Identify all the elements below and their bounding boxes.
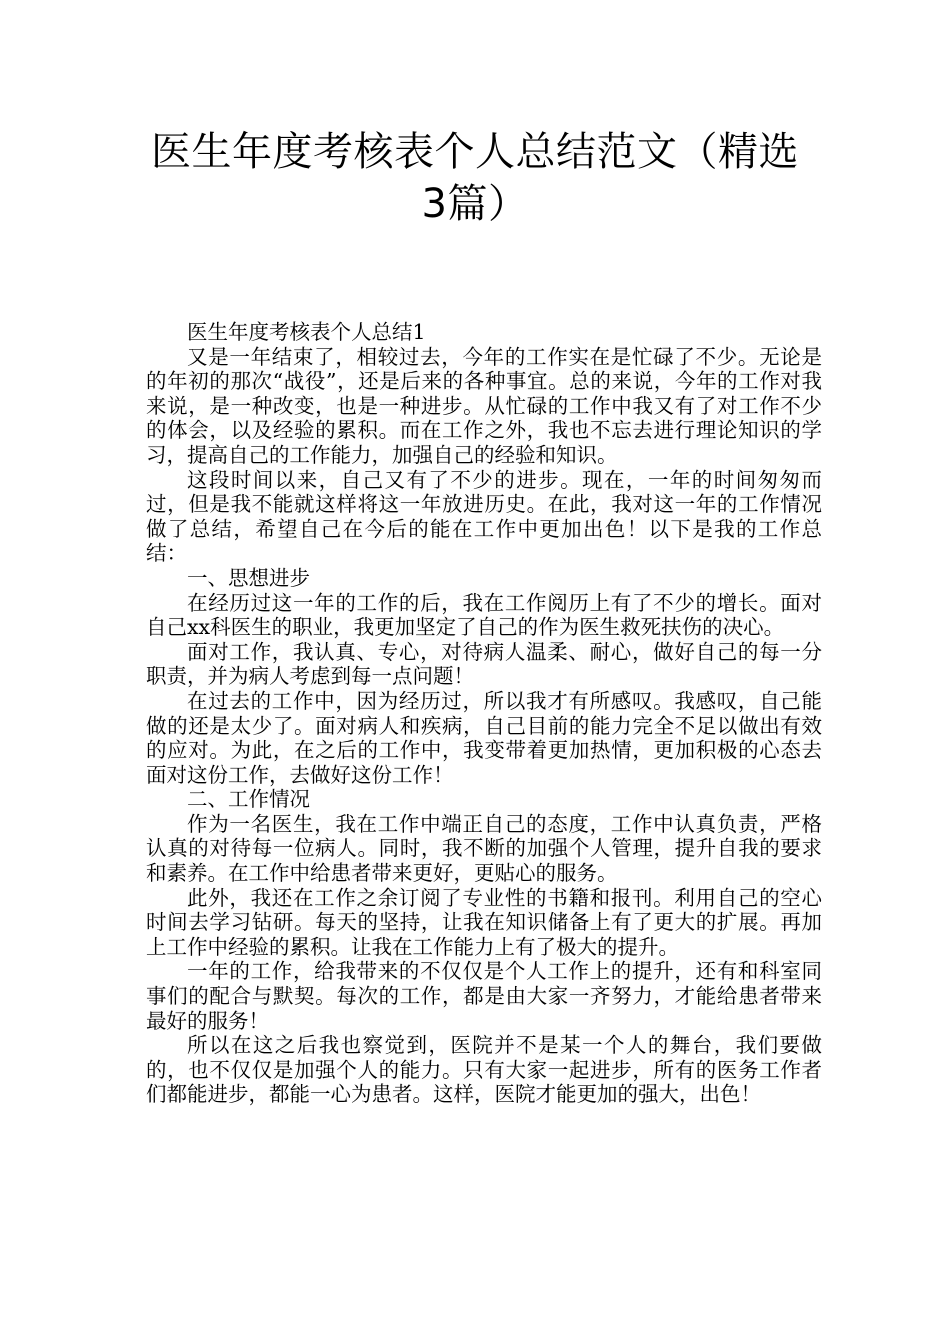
paragraph: 所以在这之后我也察觉到，医院并不是某一个人的舞台，我们要做的，也不仅仅是加强个人的能力。只有大家一起进步，所有的医务工作者们都能进步，都能一心为患者。这样，医院才能更加的强大，出色！ (146, 1033, 822, 1107)
paragraph: 在经历过这一年的工作的后，我在工作阅历上有了不少的增长。面对自己xx科医生的职业，我更加坚定了自己的作为医生救死扶伤的决心。 (146, 590, 822, 640)
subsection-heading: 一、思想进步 (187, 565, 310, 590)
document-body (146, 320, 822, 1107)
paragraph: 又是一年结束了，相较过去，今年的工作实在是忙碌了不少。无论是的年初的那次“战役”，还是后来的各种事宜。总的来说，今年的工作对我来说，是一种改变，也是一种进步。从忙碌的工作中我又有了对工作不少的体会，以及经验的累积。而在工作之外，我也不忘去进行理论知识的学习，提高自己的工作能力，加强自己的经验和知识。 (146, 344, 822, 467)
paragraph: 这段时间以来，自己又有了不少的进步。现在，一年的时间匆匆而过，但是我不能就这样将这一年放进历史。在此，我对这一年的工作情况做了总结，希望自己在今后的能在工作中更加出色！以下是我的工作总结： (146, 467, 822, 566)
document-title: 医生年度考核表个人总结范文（精选3篇） (151, 129, 799, 227)
paragraph: 一年的工作，给我带来的不仅仅是个人工作上的提升，还有和科室同事们的配合与默契。每次的工作，都是由大家一齐努力，才能给患者带来最好的服务！ (146, 959, 822, 1033)
paragraph: 此外，我还在工作之余订阅了专业性的书籍和报刊。利用自己的空心时间去学习钻研。每天的坚持，让我在知识储备上有了更大的扩展。再加上工作中经验的累积。让我在工作能力上有了极大的提升。 (146, 885, 822, 959)
paragraph: 作为一名医生，我在工作中端正自己的态度，工作中认真负责，严格认真的对待每一位病人。同时，我不断的加强个人管理，提升自我的要求和素养。在工作中给患者带来更好，更贴心的服务。 (146, 811, 822, 886)
section-heading: 医生年度考核表个人总结1 (187, 320, 426, 344)
paragraph: 面对工作，我认真、专心，对待病人温柔、耐心，做好自己的每一分职责，并为病人考虑到每一点问题！ (146, 639, 822, 689)
paragraph: 在过去的工作中，因为经历过，所以我才有所感叹。我感叹，自己能做的还是太少了。面对病人和疾病，自己目前的能力完全不足以做出有效的应对。为此，在之后的工作中，我变带着更加热情，更加积极的心态去面对这份工作，去做好这份工作！ (146, 688, 822, 787)
subsection-heading: 二、工作情况 (187, 787, 310, 812)
